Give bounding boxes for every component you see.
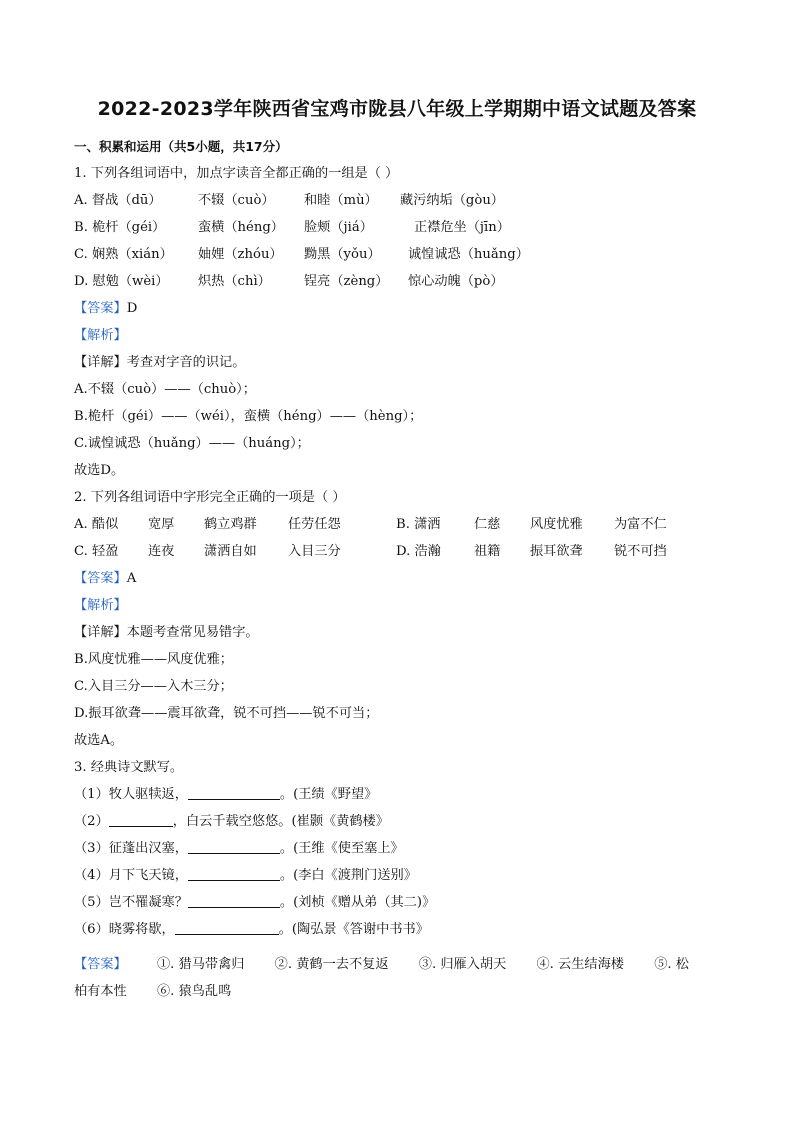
option-cell: 脸颊（jiá） [304,220,373,235]
answer-item: ③. 归雁入胡天 [418,957,507,972]
item-prefix: （5）岂不罹凝寒？ [74,895,188,910]
detail-tag: 【详解】 [74,355,127,370]
item-prefix: （4）月下飞天镜， [74,868,188,883]
explanation-line: B.风度忧雅——风度优雅； [74,652,233,667]
option-cell: 诚惶诚恐（huǎng） [408,247,529,262]
answer-value: A [126,571,137,586]
option-cell: 仁慈 [474,517,501,532]
item-suffix: 。(王绩《野望》 [279,787,378,802]
analysis-tag: 【解析】 [74,328,127,343]
option-cell: B. 潇洒 [396,517,441,532]
item-suffix: 。(刘桢《赠从弟（其二)》 [279,895,436,910]
option-cell: A. 督战（dū） [74,193,162,208]
detail-line [74,623,259,643]
detail-text: 考查对字音的识记。 [126,355,246,370]
option-cell: C. 轻盈 [74,544,119,559]
option-cell: 蛮横（héng） [198,220,284,235]
item-suffix: ，白云千载空悠悠。(崔颢《黄鹤楼》 [172,814,389,829]
item-prefix: （1）牧人驱犊返， [74,787,188,802]
explanation-line: 故选D。 [74,463,125,478]
option-cell: 藏污纳垢（gòu） [400,193,504,208]
answer-blank[interactable] [188,893,280,908]
option-cell: A. 酷似 [74,517,119,532]
fill-blank-item [74,839,404,859]
answer-line [74,299,137,319]
option-cell: 锃亮（zèng） [304,274,389,289]
fill-blank-item [74,785,377,805]
answer-blank[interactable] [188,866,280,881]
option-cell: 风度忧雅 [530,517,583,532]
option-cell: 锐不可挡 [614,544,667,559]
option-cell: C. 娴熟（xián） [74,247,173,262]
detail-tag: 【详解】 [74,625,127,640]
item-prefix: （2） [74,814,109,829]
option-cell: 宽厚 [148,517,175,532]
option-cell: 祖籍 [474,544,501,559]
fill-blank-item [74,866,417,886]
option-cell: 连夜 [148,544,175,559]
answer-item: ④. 云生结海楼 [536,957,624,972]
answer-item: ②. 黄鹤一去不复返 [274,957,389,972]
explanation-line: B.桅杆（géi）——（wéi），蛮横（héng）——（hèng）； [74,409,423,424]
option-cell: 黝黑（yǒu） [304,247,381,262]
option-cell: 惊心动魄（pò） [408,274,504,289]
answer-blank[interactable] [109,812,173,827]
answer-blank[interactable] [188,839,280,854]
option-cell: 入目三分 [288,544,341,559]
option-cell: 炽热（chì） [198,274,271,289]
answer-item: 柏有本性 [74,984,127,999]
answer-tag: 【答案】 [74,571,127,586]
option-cell: 不辍（cuò） [198,193,275,208]
answer-blank[interactable] [175,920,279,935]
explanation-line: C.诚惶诚恐（huǎng）——（huáng）； [74,436,310,451]
question-3-stem: 3. 经典诗文默写。 [74,760,184,775]
explanation-line: D.振耳欲聋——震耳欲聋，锐不可挡——锐不可当； [74,706,379,721]
item-prefix: （6）晓雾将歇， [74,922,175,937]
detail-text: 本题考查常见易错字。 [126,625,259,640]
answer-tag: 【答案】 [74,957,127,972]
fill-blank-item [74,920,429,940]
explanation-line: A.不辍（cuò）——（chuò）； [74,382,256,397]
explanation-line: C.入目三分——入木三分； [74,679,233,694]
option-cell: D. 浩瀚 [396,544,441,559]
answer-item: ①. 猎马带禽归 [156,957,245,972]
item-suffix: 。(王维《使至塞上》 [279,841,404,856]
answer-value: D [126,301,138,316]
option-cell: D. 慰勉（wèi） [74,274,169,289]
option-cell: 妯娌（zhóu） [198,247,283,262]
page-title: 2022-2023学年陕西省宝鸡市陇县八年级上学期期中语文试题及答案 [97,98,697,120]
option-cell: 和睦（mù） [304,193,378,208]
fill-blank-item [74,812,389,832]
answer-tag: 【答案】 [74,301,127,316]
option-cell: 振耳欲聋 [530,544,583,559]
option-cell: 鹤立鸡群 [204,517,257,532]
answer-line [74,569,136,589]
item-prefix: （3）征蓬出汉塞， [74,841,188,856]
option-cell: 任劳任怨 [288,517,341,532]
question-1-stem: 1. 下列各组词语中，加点字读音全都正确的一组是（ ） [74,166,399,181]
item-suffix: 。(李白《渡荆门送别》 [279,868,417,883]
question-2-stem: 2. 下列各组词语中字形完全正确的一项是（ ） [74,490,346,505]
answer-blank[interactable] [188,785,280,800]
option-cell: B. 桅杆（géi） [74,220,166,235]
detail-line [74,353,245,373]
option-cell: 为富不仁 [614,517,667,532]
section-heading: 一、积累和运用（共5小题，共17分） [74,139,288,154]
answer-item: ⑤. 松 [654,957,689,972]
option-cell: 潇洒自如 [204,544,257,559]
answer-block [74,951,724,1005]
answer-item: ⑥. 猿鸟乱鸣 [156,984,232,999]
option-cell: 正襟危坐（jīn） [414,220,510,235]
fill-blank-item [74,893,435,913]
analysis-tag: 【解析】 [74,598,127,613]
explanation-line: 故选A。 [74,733,124,748]
item-suffix: 。(陶弘景《答谢中书书》 [278,922,429,937]
